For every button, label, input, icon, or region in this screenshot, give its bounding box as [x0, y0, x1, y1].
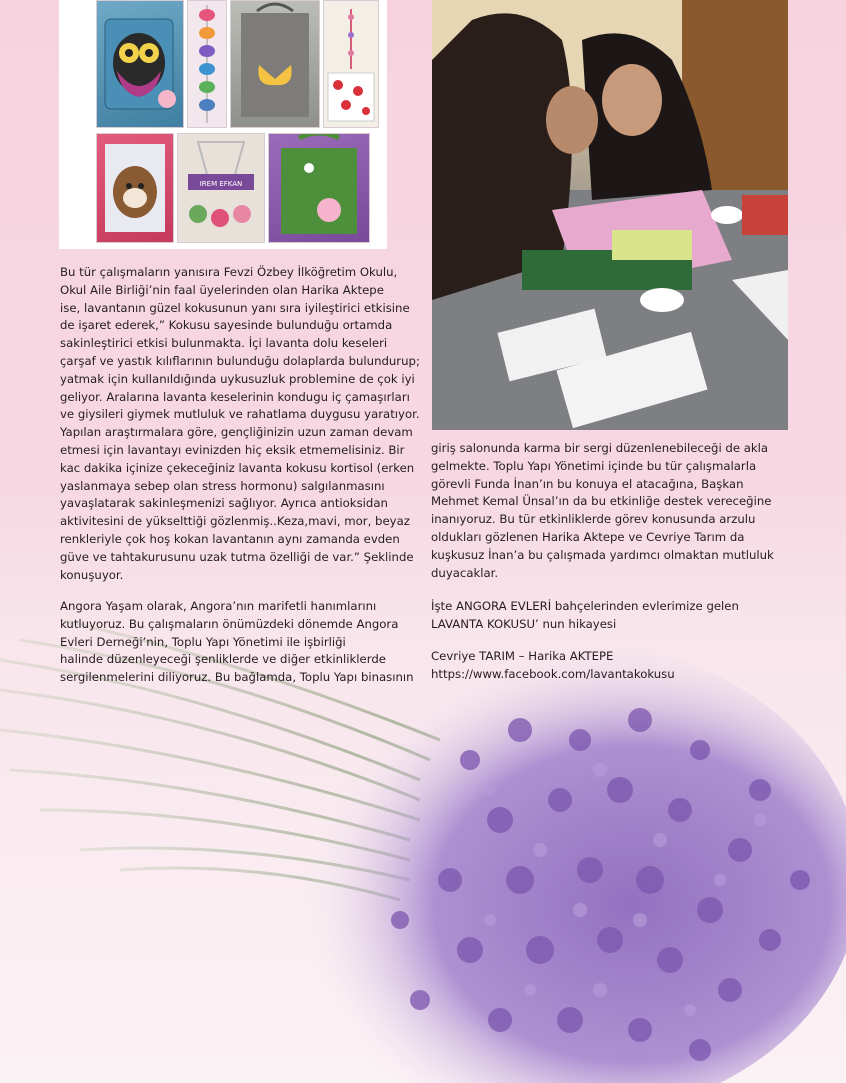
article-closing-note: İşte ANGORA EVLERİ bahçelerinden evlerimize gelen LAVANTA KOKUSU’ nun hikayesi [431, 599, 739, 631]
article-paragraph: Angora Yaşam olarak, Angora’nın marifetli hanımlarını kutluyoruz. Bu çalışmaların önümüzdeki dönemde Angora Evleri Derneği’nin, Toplu Yapı Yönetimi ile işbirliği halinde düzenleyeceği şenliklerde ve diğer etkinliklerde sergilenmelerini diliyoruz. Bu bağlamda, Toplu Yapı binasının [60, 599, 414, 685]
purple-owl-bag-photo [268, 133, 370, 243]
elephant-garland-photo [187, 0, 227, 128]
dog-pillow-photo [96, 133, 174, 243]
author-credits: Cevriye TARIM – Harika AKTEPE https://www.facebook.com/lavantakokusu [431, 649, 675, 681]
owl-bag-photo [96, 0, 184, 128]
name-banner-owls-photo [177, 133, 265, 243]
lavender-bouquet-image [0, 620, 846, 1083]
floral-pouch-photo [323, 0, 379, 128]
felt-butterfly-bag-photo [230, 0, 320, 128]
crafts-collage-image [59, 0, 387, 249]
article-paragraph: Bu tür çalışmaların yanısıra Fevzi Özbey İlköğretim Okulu, Okul Aile Birliği’nin faal üyelerinden olan Harika Aktepe ise, lavantanın güzel kokusunun yanı sıra iyileştirici etkisine de işaret ederek,” Kokusu sayesinde bulunduğu ortamda sakinleştirici etkisi bulunmakta. İçi lavanta dolu keseleri çarşaf ve yastık kılıflarının bulunduğu dolaplarda bulundurup; yatmak için kullanıldığında uykusuzluk problemine de çok iyi geliyor. Aralarına lavanta keselerinin kondugu iç çamaşırları ve giysileri giymek mutluluk ve rahatlama duygusu yaratıyor. Yapılan araştırmalara göre, gençliğinizin uzun zaman devam etmesi için lavantayı evinizden hiç eksik etmemelisiniz. Bir kac dakika içinize çekeceğiniz lavanta kokusu kortisol (erken yaslanmaya sebep olan stress hormonu) salgılanmasını yavaşlatarak sakinleşmenizi sağlıyor. Ayrıca antioksidan aktivitesini de yükselttiği gözlenmiş..Keza,mavi, mor, beyaz renkleriyle çok hoş kokan lavantanın aynı zamanda evden güve ve tahtakurusunu uzak tutma özelliği de var.” Şeklinde konuşuyor. [60, 265, 420, 582]
article-paragraph: giriş salonunda karma bir sergi düzenlenebileceği de akla gelmekte. Toplu Yapı Yönetimi içinde bu tür çalışmalarla görevli Funda İnan’ın bu konuya el atacağına, Başkan Mehmet Kemal Ünsal’ın da bu etkinliğe destek vereceğine inanıyoruz. Bu tür etkinliklerde görev konusunda arzulu oldukları gözlenen Harika Aktepe ve Cevriye Tarım da kuşkusuz İnan’a bu çalışmada yardımcı olmaktan mutluluk duyacaklar. [431, 441, 774, 580]
banner-name-text: IREM EFKAN [199, 180, 243, 188]
women-sewing-photo [432, 0, 788, 430]
